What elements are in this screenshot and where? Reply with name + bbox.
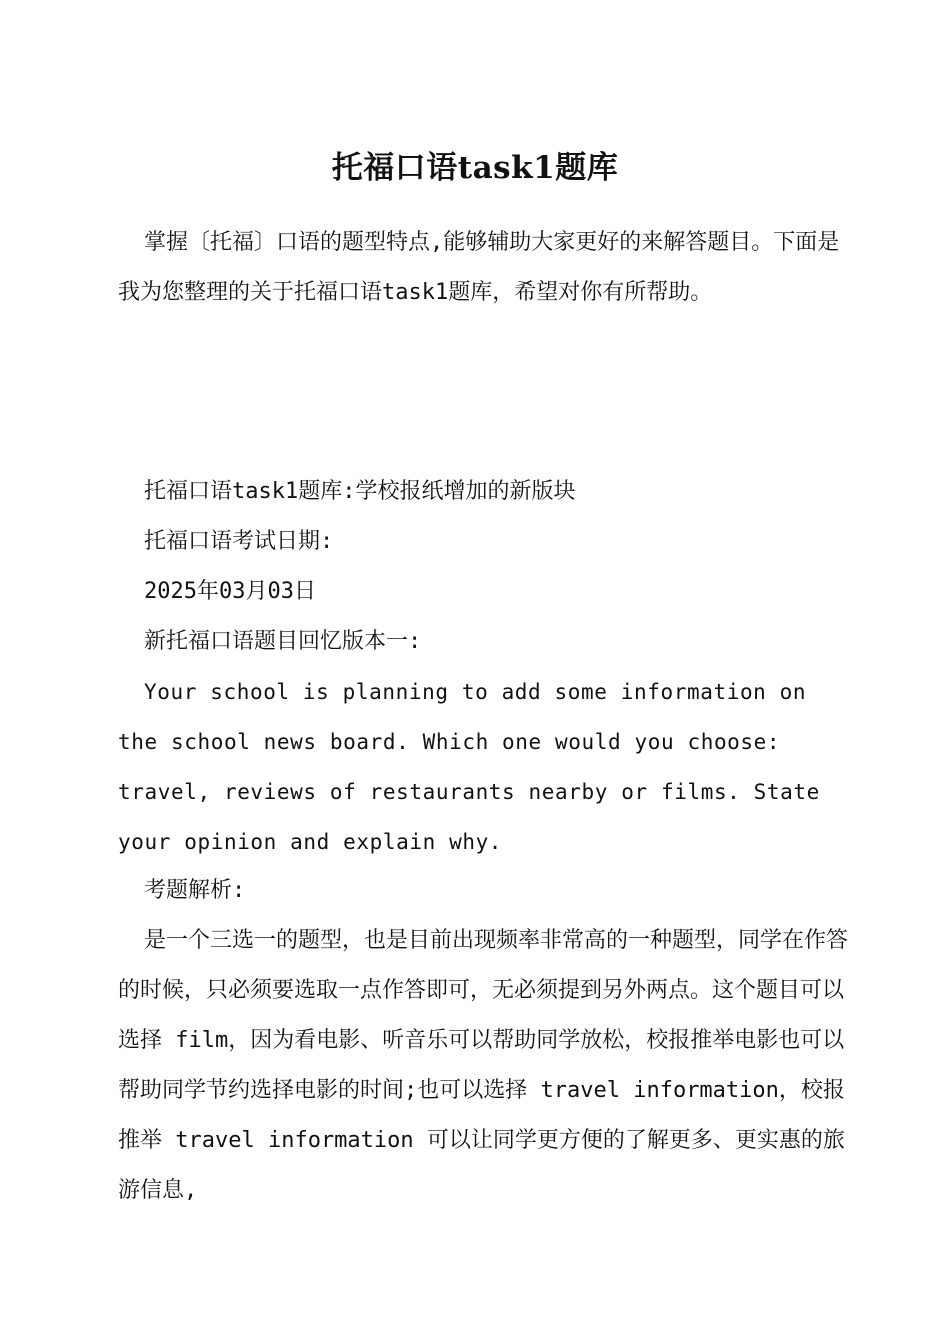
question-text: Your school is planning to add some information on the school news board. Which one would you choose: travel, reviews of restaurants nearby or films. State your opinion and explain why. (118, 680, 820, 854)
section-heading: 托福口语task1题库:学校报纸增加的新版块 (144, 479, 576, 504)
version-label: 新托福口语题目回忆版本一: (144, 629, 422, 654)
document-title: 托福口语task1题库 (331, 150, 619, 186)
intro-paragraph: 掌握〔托福〕口语的题型特点,能够辅助大家更好的来解答题目。下面是我为您整理的关于托福口语task1题库，希望对你有所帮助。 (118, 230, 840, 305)
analysis-text: 是一个三选一的题型，也是目前出现频率非常高的一种题型，同学在作答的时候，只必须要选取一点作答即可，无必须提到另外两点。这个题目可以选择 film，因为看电影、听音乐可以帮助同学放松，校报推举电影也可以帮助同学节约选择电影的时间;也可以选择 travel information，校报推举 travel information 可以让同学更方便的了解更多、更实惠的旅游信息, (118, 928, 849, 1203)
analysis-label: 考题解析: (144, 878, 246, 903)
exam-date: 2025年03月03日 (144, 579, 316, 604)
exam-date-label: 托福口语考试日期: (144, 529, 334, 554)
